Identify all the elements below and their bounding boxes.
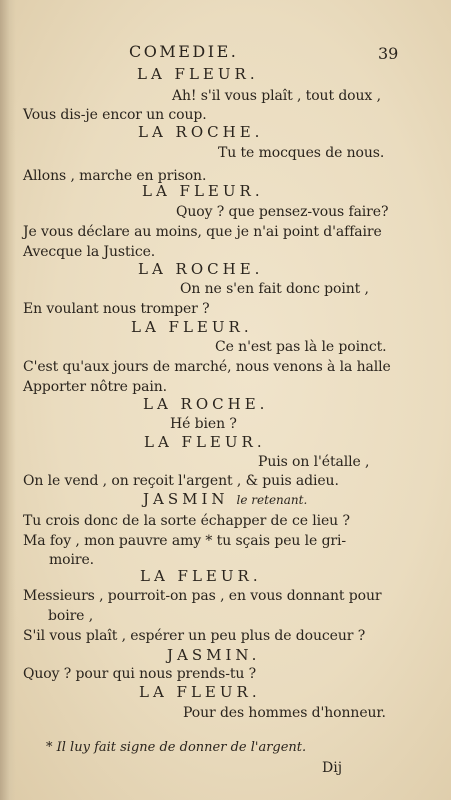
verse-line: Tu te mocques de nous. [218, 145, 385, 161]
page-number: 39 [378, 44, 399, 63]
verse-line: Vous dis-je encor un coup. [23, 107, 207, 123]
speaker-name: LA FLEUR. [131, 318, 253, 336]
footnote: * Il luy fait signe de donner de l'argent. [46, 740, 307, 755]
verse-line: Je vous déclare au moins, que je n'ai point d'affaire [23, 224, 382, 240]
verse-line: Ce n'est pas là le poinct. [215, 339, 387, 355]
signature-mark: Dij [322, 760, 343, 776]
verse-line: On le vend , on reçoit l'argent , & puis adieu. [23, 473, 339, 489]
verse-line: C'est qu'aux jours de marché, nous venons à la halle [23, 359, 391, 375]
verse-line: Ma foy , mon pauvre amy * tu sçais peu le gri- [23, 533, 347, 549]
verse-line: Allons , marche en prison. [23, 168, 207, 184]
verse-line: moire. [49, 552, 95, 568]
verse-line: En voulant nous tromper ? [23, 301, 210, 317]
verse-line: Messieurs , pourroit-on pas , en vous donnant pour [23, 588, 382, 604]
verse-line: Pour des hommes d'honneur. [183, 705, 386, 721]
verse-line: Apporter nôtre pain. [23, 379, 167, 395]
running-title: COMEDIE. [129, 42, 239, 61]
speaker-name: LA FLEUR. [137, 65, 259, 83]
verse-line: Avecque la Justice. [23, 244, 156, 260]
speaker-name: LA ROCHE. [138, 123, 264, 141]
verse-line: Hé bien ? [170, 416, 237, 432]
speaker-name: LA ROCHE. [143, 395, 269, 413]
verse-line: Ah! s'il vous plaît , tout doux , [172, 88, 381, 104]
verse-line: Quoy ? que pensez-vous faire? [176, 204, 389, 220]
speaker-name: JASMIN [143, 490, 229, 508]
speaker-name: JASMIN. [167, 646, 261, 664]
speaker-with-stage-direction [143, 492, 307, 507]
speaker-name: LA ROCHE. [138, 260, 264, 278]
verse-line: Puis on l'étalle , [258, 454, 370, 470]
verse-line: S'il vous plaît , espérer un peu plus de douceur ? [23, 628, 366, 644]
speaker-name: LA FLEUR. [144, 433, 266, 451]
speaker-name: LA FLEUR. [142, 182, 264, 200]
verse-line: Quoy ? pour qui nous prends-tu ? [23, 666, 257, 682]
speaker-name: LA FLEUR. [139, 683, 261, 701]
verse-line: Tu crois donc de la sorte échapper de ce lieu ? [23, 513, 350, 529]
verse-line: boire , [48, 608, 94, 624]
verse-line: On ne s'en fait donc point , [180, 281, 369, 297]
stage-direction: le retenant. [236, 493, 308, 507]
page-gutter [0, 0, 16, 800]
speaker-name: LA FLEUR. [140, 567, 262, 585]
